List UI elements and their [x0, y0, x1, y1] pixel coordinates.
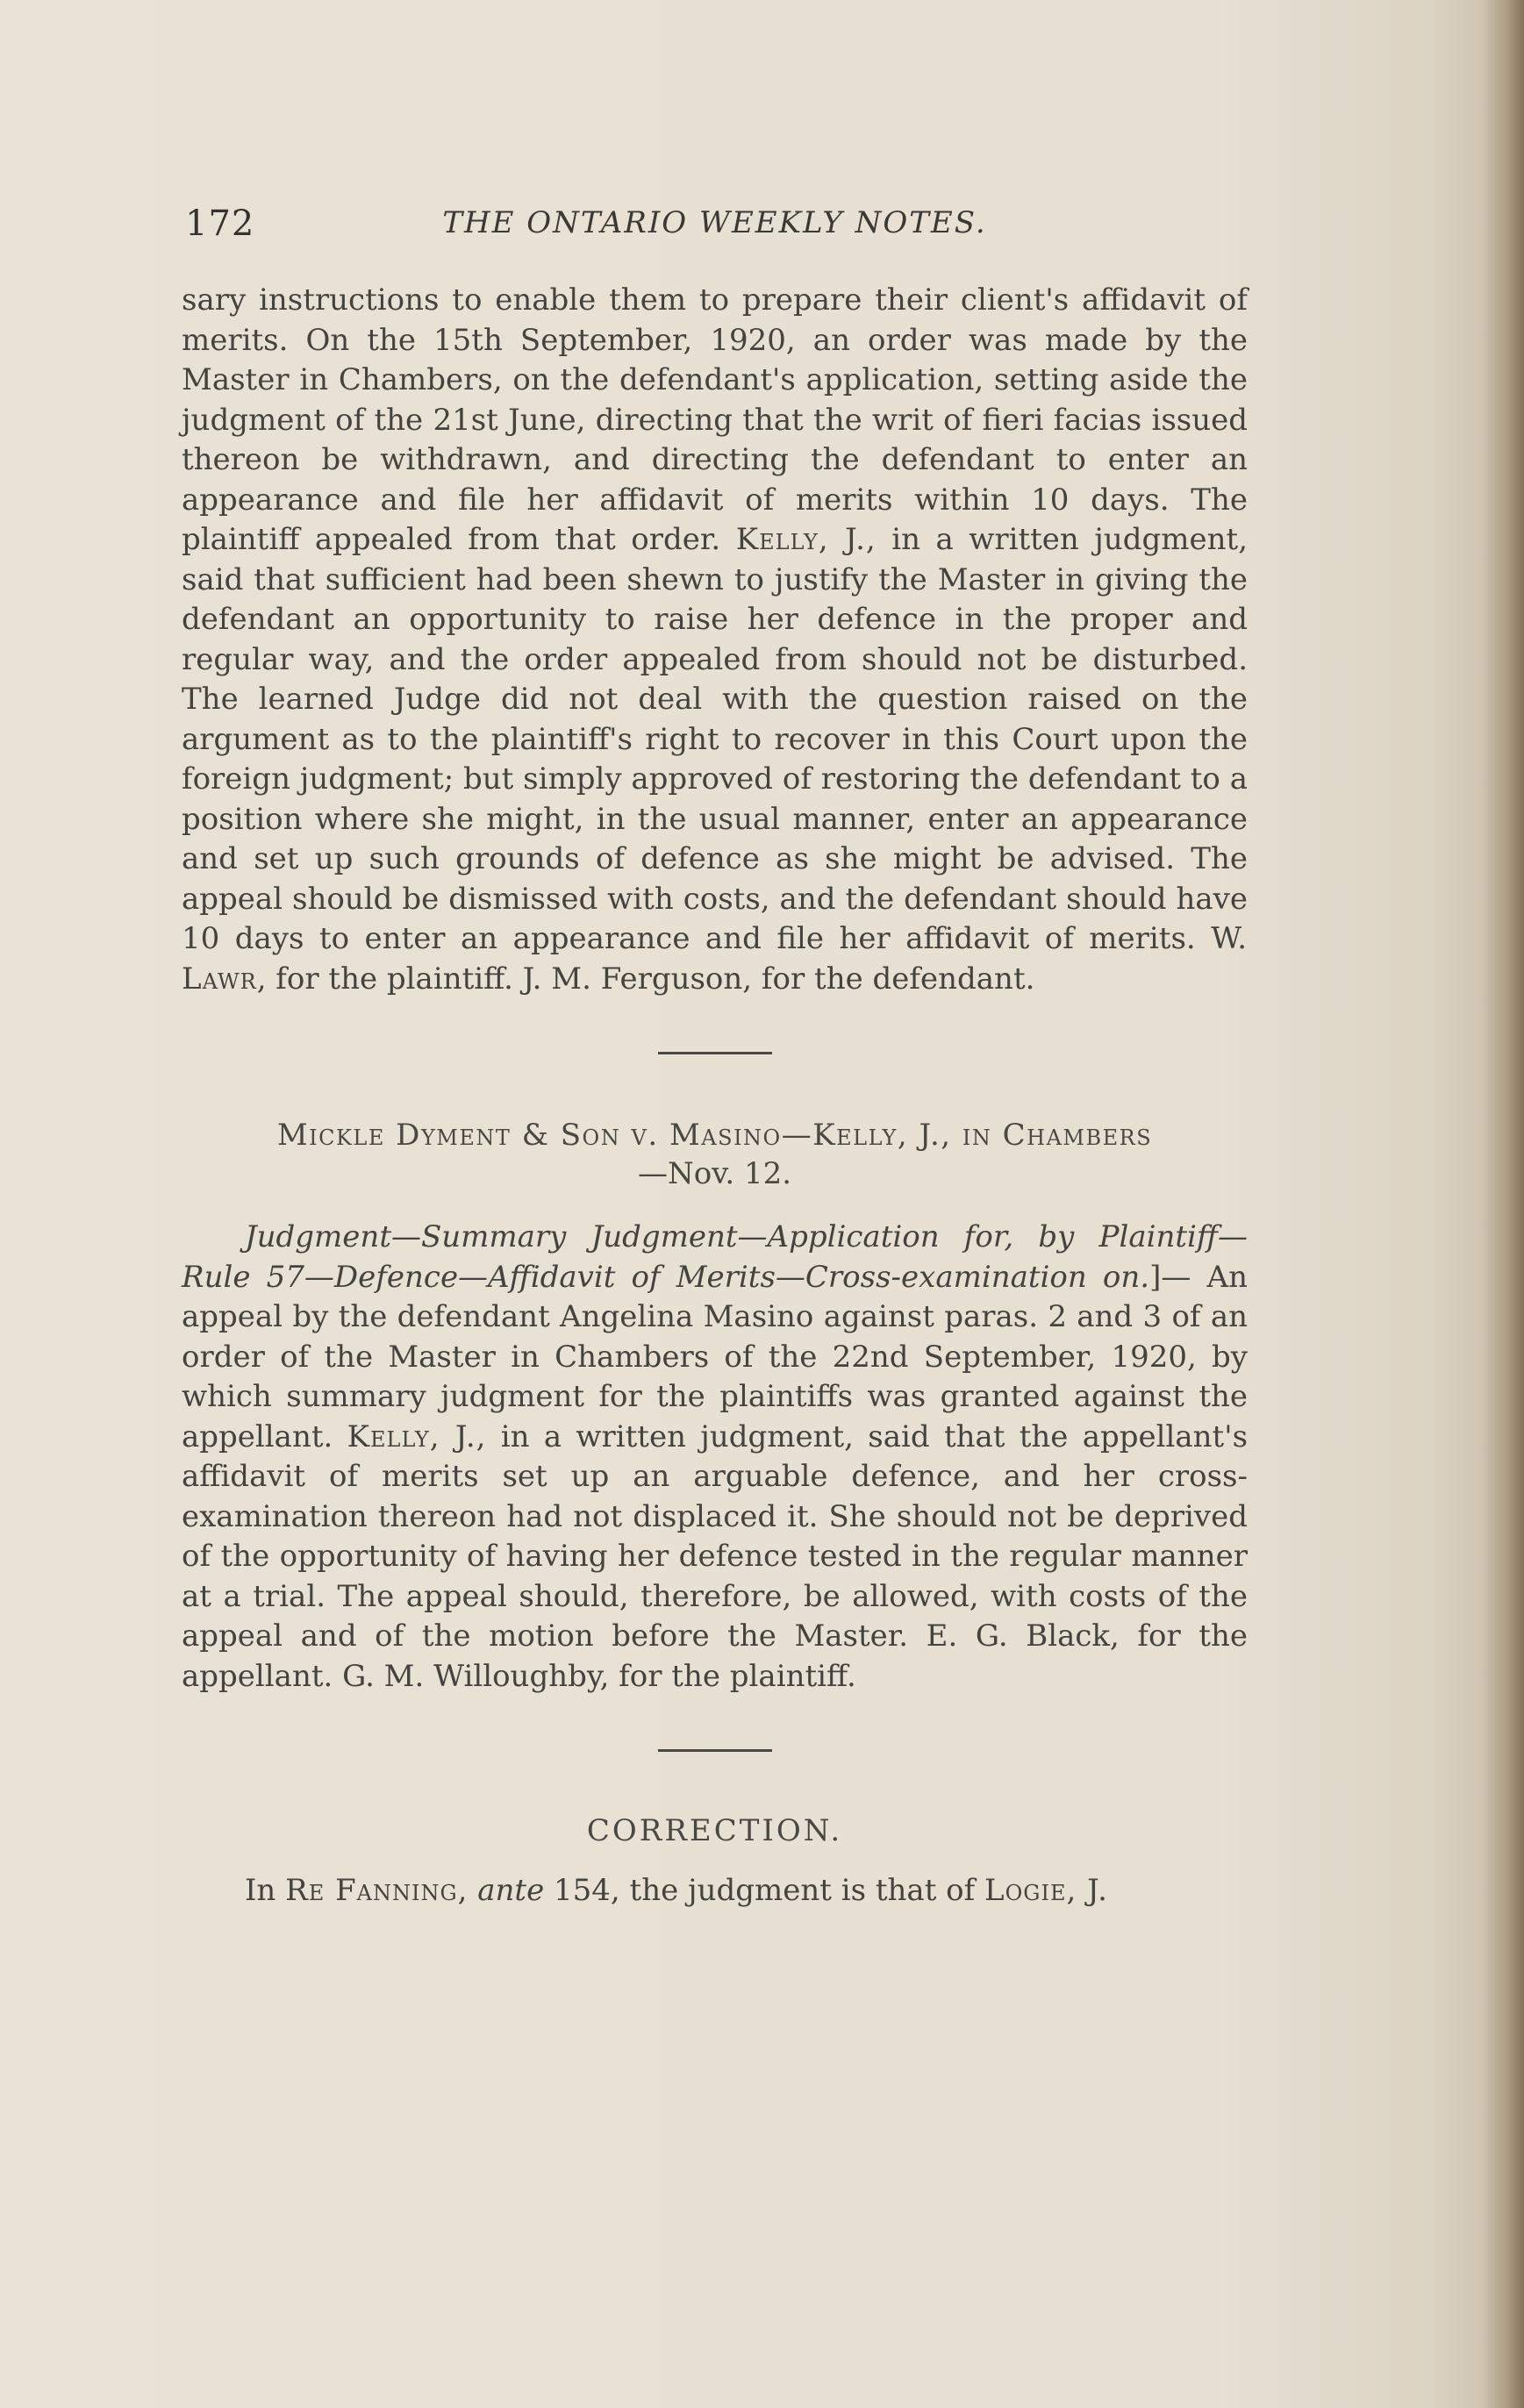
section-divider — [658, 1749, 772, 1752]
page-edge-shadow — [1482, 0, 1524, 2408]
case-one-counsel-rest: , for the plaintiff. J. M. Ferguson, for the defendant. — [256, 961, 1035, 997]
correction-prefix: In — [245, 1873, 276, 1908]
case-one-judge: Kelly, J., — [735, 522, 876, 557]
running-head — [182, 193, 1248, 254]
case-two-headnote: Judgment—Summary Judgment—Application for, by Plaintiff—Rule 57—Defence—Affidavit of Merits—Cross-examination on. — [182, 1219, 1248, 1295]
journal-title: THE ONTARIO WEEKLY NOTES. — [442, 205, 987, 240]
case-one-text-part2: in a written judgment, said that sufficient had been shewn to justify the Master in giving the defendant an opportunity to raise her defence in the proper and regular way, and the order appealed from should not be disturbed. The learned Judge did not deal with the question raised on the argument as to the plaintiff's right to recover in this Court upon the foreign judgment; but simply approved of restoring the defendant to a position where she might, in the usual manner, enter an appearance and set up such grounds of defence as she might be advised. The appeal should be dismissed with costs, and the defendant should have 10 days to enter an appearance and file her affidavit of merits. — [182, 522, 1249, 956]
correction-text: 154, the judgment is that of — [554, 1873, 976, 1908]
page-content — [182, 193, 1248, 1911]
case-two-paragraph — [182, 1218, 1248, 1697]
page-number: 172 — [185, 204, 255, 244]
correction-heading: CORRECTION. — [586, 1813, 843, 1848]
case-one-counsel-name: W. Lawr — [182, 921, 1249, 997]
case-two-title-line1: Mickle Dyment & Son v. Masino—Kelly, J., in Chambers — [276, 1118, 1153, 1153]
section-divider — [658, 1052, 772, 1054]
correction-ante: ante — [477, 1873, 545, 1908]
correction-judge: Logie, J. — [984, 1873, 1108, 1908]
correction-paragraph — [182, 1871, 1248, 1911]
case-two-body1: An appeal by the defendant Angelina Masino against paras. 2 and 3 of an order of the Master in Chambers of the 22nd September, 1920, by which summary judgment for the plaintiffs was granted against the appellant. — [182, 1259, 1248, 1454]
case-one-text-part1: sary instructions to enable them to prepare their client's affidavit of merits. On the 15th September, 1920, an order was made by the Master in Chambers, on the defendant's application, setting aside the judgment of the 21st June, directing that the writ of fieri facias issued thereon be withdrawn, and directing the defendant to enter an appearance and file her affidavit of merits within 10 days. The plaintiff appealed from that order. — [182, 282, 1248, 557]
case-two-title-line2: —Nov. 12. — [637, 1156, 792, 1191]
correction-case-name: Re Fanning, — [285, 1873, 469, 1908]
case-two-body2: in a written judgment, said that the appellant's affidavit of merits set up an arguable defence, and her cross-examination thereon had not displaced it. She should not be deprived of the opportunity of having her defence tested in the regular manner at a trial. The appeal should, therefore, be allowed, with costs of the appeal and of the motion before the Master. E. G. Black, for the appellant. G. M. Willoughby, for the plaintiff. — [182, 1418, 1249, 1694]
case-one-paragraph — [182, 281, 1248, 999]
case-two-title — [182, 1116, 1248, 1193]
case-two-judge: Kelly, J., — [347, 1418, 487, 1454]
case-two-headnote-close: ]— — [1149, 1259, 1191, 1295]
